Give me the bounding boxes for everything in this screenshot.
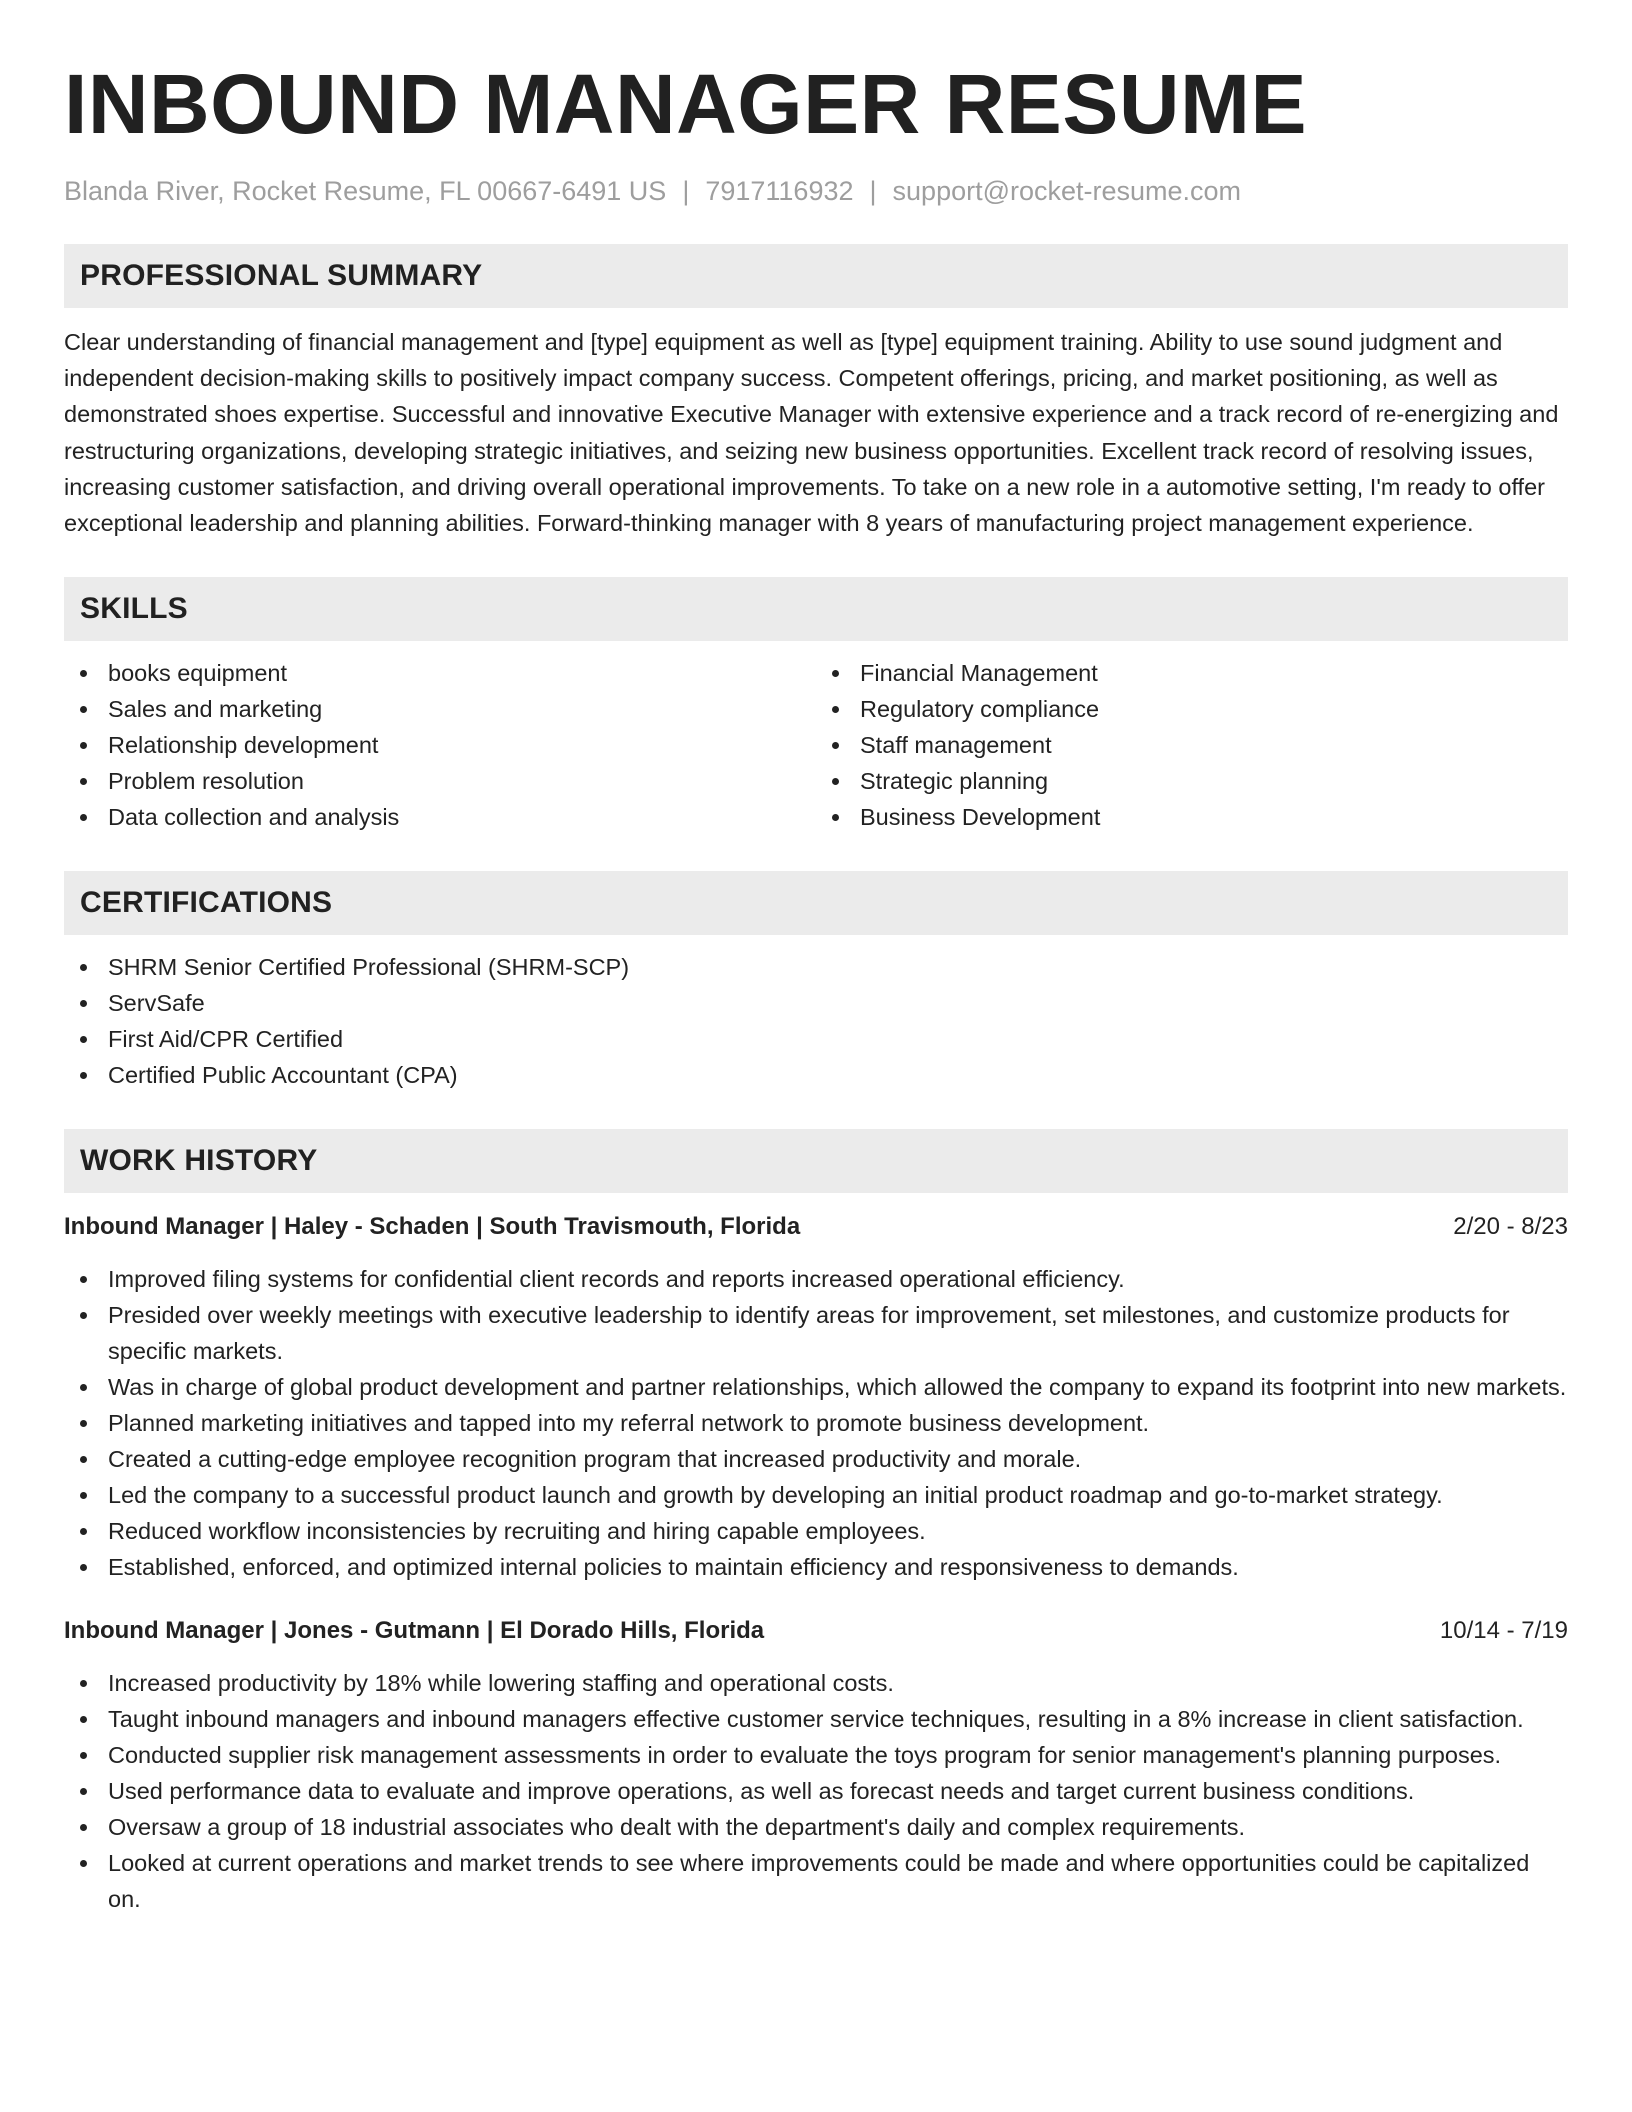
skill-item: Data collection and analysis [64,799,816,835]
job-entry [64,1613,1568,1917]
job-dates: 10/14 - 7/19 [1439,1617,1568,1645]
job-bullets [64,1665,1568,1917]
summary-section [64,244,1568,541]
job-header [64,1613,1568,1649]
skill-item: Strategic planning [816,763,1568,799]
skill-item: Financial Management [816,655,1568,691]
job-bullet: Conducted supplier risk management assessments in order to evaluate the toys program for senior management's planning purposes. [64,1737,1568,1773]
skills-list-right [816,655,1568,835]
job-bullet: Created a cutting-edge employee recognition program that increased productivity and morale. [64,1441,1568,1477]
certification-item: ServSafe [64,985,1568,1021]
certifications-heading: CERTIFICATIONS [64,871,1568,935]
job-header [64,1209,1568,1245]
job-bullet: Used performance data to evaluate and improve operations, as well as forecast needs and target current business conditions. [64,1773,1568,1809]
certification-item: Certified Public Accountant (CPA) [64,1057,1568,1093]
job-bullet: Reduced workflow inconsistencies by recruiting and hiring capable employees. [64,1513,1568,1549]
job-bullet: Oversaw a group of 18 industrial associates who dealt with the department's daily and complex requirements. [64,1809,1568,1845]
skill-item: Regulatory compliance [816,691,1568,727]
summary-heading: PROFESSIONAL SUMMARY [64,244,1568,308]
work-history-heading: WORK HISTORY [64,1129,1568,1193]
job-bullets [64,1261,1568,1585]
skills-grid [64,641,1568,835]
job-bullet: Increased productivity by 18% while lowering staffing and operational costs. [64,1665,1568,1701]
skill-item: books equipment [64,655,816,691]
job-title: Inbound Manager | Jones - Gutmann | El Dorado Hills, Florida [64,1617,765,1645]
contact-email: support@rocket-resume.com [892,176,1242,206]
contact-phone: 7917116932 [705,176,854,206]
skill-item: Problem resolution [64,763,816,799]
work-history-section [64,1129,1568,1917]
summary-text: Clear understanding of financial management and [type] equipment as well as [type] equipment training. Ability to use sound judgment and independent decision-making skills to positively impact company success. Competent offerings, pricing, and market positioning, as well as demonstrated shoes expertise. Successful and innovative Executive Manager with extensive experience and a track record of re-energizing and restructuring organizations, developing strategic initiatives, and seizing new business opportunities. Excellent track record of resolving issues, increasing customer satisfaction, and driving overall operational improvements. To take on a new role in a automotive setting, I'm ready to offer exceptional leadership and planning abilities. Forward-thinking manager with 8 years of manufacturing project management experience. [64,329,1559,537]
job-bullet: Was in charge of global product development and partner relationships, which allowed the company to expand its footprint into new markets. [64,1369,1568,1405]
skill-item: Staff management [816,727,1568,763]
skill-item: Relationship development [64,727,816,763]
certifications-list [64,949,1568,1093]
job-bullet: Presided over weekly meetings with executive leadership to identify areas for improvement, set milestones, and customize products for specific markets. [64,1297,1568,1369]
job-bullet: Led the company to a successful product launch and growth by developing an initial product roadmap and go-to-market strategy. [64,1477,1568,1513]
contact-separator: | [682,176,690,206]
skills-list-left [64,655,816,835]
resume-title: INBOUND MANAGER RESUME [64,57,1308,151]
job-bullet: Taught inbound managers and inbound managers effective customer service techniques, resulting in a 8% increase in client satisfaction. [64,1701,1568,1737]
contact-address: Blanda River, Rocket Resume, FL 00667-6491 US [64,176,667,206]
certification-item: First Aid/CPR Certified [64,1021,1568,1057]
skills-section [64,577,1568,835]
job-bullet: Looked at current operations and market trends to see where improvements could be made and where opportunities could be capitalized on. [64,1845,1568,1917]
certifications-section [64,871,1568,1093]
skills-heading: SKILLS [64,577,1568,641]
job-dates: 2/20 - 8/23 [1453,1213,1568,1241]
job-bullet: Planned marketing initiatives and tapped into my referral network to promote business development. [64,1405,1568,1441]
skill-item: Sales and marketing [64,691,816,727]
skill-item: Business Development [816,799,1568,835]
job-bullet: Established, enforced, and optimized internal policies to maintain efficiency and responsiveness to demands. [64,1549,1568,1585]
contact-line [64,174,1568,208]
certification-item: SHRM Senior Certified Professional (SHRM-SCP) [64,949,1568,985]
job-title: Inbound Manager | Haley - Schaden | South Travismouth, Florida [64,1213,801,1241]
job-entry [64,1209,1568,1585]
job-bullet: Improved filing systems for confidential client records and reports increased operational efficiency. [64,1261,1568,1297]
contact-separator: | [869,176,877,206]
